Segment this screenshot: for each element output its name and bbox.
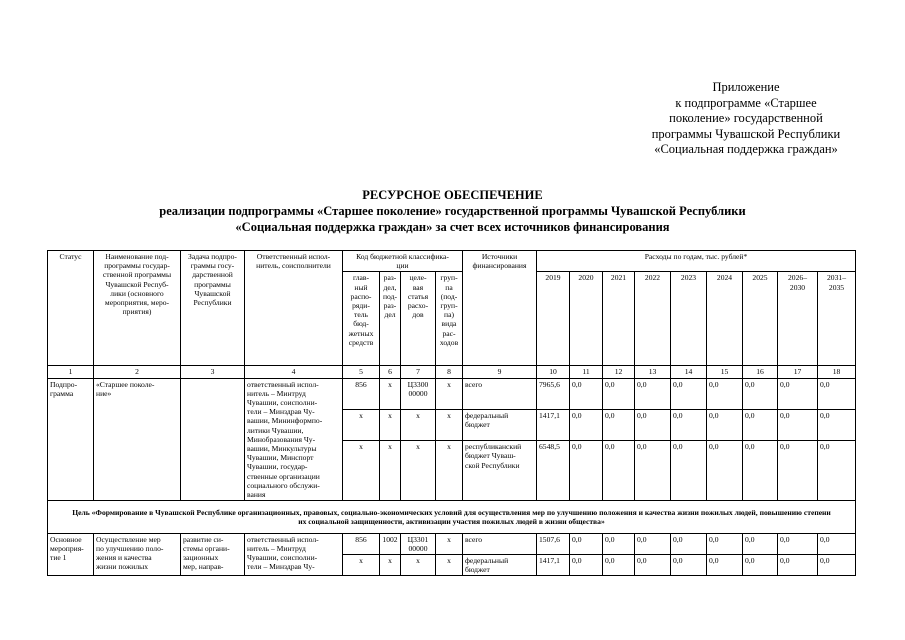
header-year: 2019 [537,272,570,366]
appendix-line: «Социальная поддержка граждан» [654,142,838,156]
cell-value: 0,0 [707,441,743,501]
header-year: 2021 [603,272,635,366]
cell-value: 0,0 [778,441,818,501]
cell-value: 0,0 [743,441,778,501]
header-status: Статус [48,251,94,366]
cell-value: 6548,5 [537,441,570,501]
goal-text: Цель «Формирование в Чувашской Республике организационных, правовых, социально-экономических условий для осуществления мер по улучшению положения и качества жизни пожилых людей, повышению степени их социальной защищенности, активизации участия пожилых людей в жизни общества» [48,501,856,533]
cell-value: 0,0 [635,378,671,409]
header-code-main-manager: глав- ный распо- ряди- тель бюд- жетных средств [343,272,380,366]
cell-value: 0,0 [707,378,743,409]
header-year: 2023 [671,272,707,366]
cell-code-section: x [380,409,401,440]
cell-source: всего [463,533,537,554]
column-number: 15 [707,366,743,378]
cell-code-main-manager: x [343,441,380,501]
cell-code-main-manager: 856 [343,533,380,554]
column-number: 1 [48,366,94,378]
cell-value: 0,0 [635,441,671,501]
column-number: 16 [743,366,778,378]
cell-value: 0,0 [818,409,856,440]
title-line-2: реализации подпрограммы «Старшее поколение» государственной программы Чувашской Республики [159,204,746,218]
cell-source: федеральный бюджет [463,409,537,440]
cell-value: 0,0 [818,378,856,409]
cell-code-section: 1002 [380,533,401,554]
cell-value: 0,0 [818,555,856,576]
cell-source: республиканский бюджет Чуваш- ской Республики [463,441,537,501]
cell-code-section: x [380,555,401,576]
cell-value: 0,0 [671,441,707,501]
row-name: Осуществление мер по улучшению поло- жения и качества жизни пожилых [94,533,181,576]
appendix-line: поколение» государственной [669,111,823,125]
appendix-note [600,80,892,158]
cell-value: 0,0 [603,555,635,576]
column-number: 8 [436,366,463,378]
cell-code-section: x [380,441,401,501]
cell-code-main-manager: 856 [343,378,380,409]
cell-value: 7965,6 [537,378,570,409]
cell-value: 0,0 [603,441,635,501]
column-number: 5 [343,366,380,378]
cell-code-target-item: x [401,555,436,576]
table-row [48,378,856,409]
cell-value: 0,0 [707,533,743,554]
title-line-1: РЕСУРСНОЕ ОБЕСПЕЧЕНИЕ [362,188,543,202]
appendix-line: Приложение [712,80,780,94]
column-number: 12 [603,366,635,378]
column-number: 14 [671,366,707,378]
column-number: 9 [463,366,537,378]
cell-value: 0,0 [778,409,818,440]
header-code-expense-group: груп- па (под- груп- па) вида рас- ходов [436,272,463,366]
column-number: 18 [818,366,856,378]
row-task [181,378,245,501]
cell-code-main-manager: x [343,409,380,440]
cell-value: 0,0 [671,555,707,576]
column-number: 13 [635,366,671,378]
cell-value: 0,0 [603,533,635,554]
row-task: развитие си- стемы органи- зационных мер, направ- [181,533,245,576]
cell-value: 0,0 [778,378,818,409]
row-responsible: ответственный испол- нитель – Минтруд Чувашии, соисполни- тели – Минздрав Чу- вашии, Мининформпо- литики Чувашии, Минобразования Чу- вашии, Минкультуры Чувашии, Минспорт Чувашии, государ- ственные организации социального обслужи- вания [245,378,343,501]
cell-source: всего [463,378,537,409]
cell-value: 0,0 [570,409,603,440]
cell-value: 0,0 [707,409,743,440]
column-number: 4 [245,366,343,378]
cell-code-expense-group: x [436,378,463,409]
row-name: «Старшее поколе- ние» [94,378,181,501]
cell-value: 0,0 [570,555,603,576]
cell-code-main-manager: x [343,555,380,576]
row-responsible: ответственный испол- нитель – Минтруд Чувашии, соисполни- тели – Минздрав Чу- [245,533,343,576]
cell-value: 0,0 [743,378,778,409]
cell-value: 0,0 [635,533,671,554]
cell-value: 0,0 [743,555,778,576]
cell-value: 1417,1 [537,555,570,576]
header-year: 2025 [743,272,778,366]
cell-code-expense-group: x [436,533,463,554]
cell-code-expense-group: x [436,555,463,576]
header-year: 2022 [635,272,671,366]
cell-code-expense-group: x [436,441,463,501]
header-budget-code: Код бюджетной классифика- ции [343,251,463,272]
header-code-section: раз- дел, под- раз- дел [380,272,401,366]
cell-value: 0,0 [635,555,671,576]
row-status: Подпро- грамма [48,378,94,501]
cell-value: 0,0 [570,441,603,501]
header-sources: Источники финансирования [463,251,537,366]
header-year: 2026– 2030 [778,272,818,366]
cell-code-target-item: Ц3301 00000 [401,533,436,554]
cell-code-target-item: x [401,409,436,440]
cell-value: 0,0 [570,533,603,554]
cell-value: 0,0 [707,555,743,576]
cell-value: 0,0 [778,555,818,576]
header-task: Задача подпро- граммы госу- дарственной программы Чувашской Республики [181,251,245,366]
column-numbers-row [48,366,856,378]
cell-value: 0,0 [603,378,635,409]
cell-value: 0,0 [818,441,856,501]
cell-code-expense-group: x [436,409,463,440]
header-year: 2020 [570,272,603,366]
column-number: 17 [778,366,818,378]
appendix-line: к подпрограмме «Старшее [675,95,817,110]
header-expenses: Расходы по годам, тыс. рублей* [537,251,856,272]
cell-value: 0,0 [671,378,707,409]
column-number: 11 [570,366,603,378]
title-line-3: «Социальная поддержка граждан» за счет всех источников финансирования [235,220,670,234]
cell-source: федеральный бюджет [463,555,537,576]
column-number: 10 [537,366,570,378]
document-title [40,187,865,235]
goal-row [48,501,856,533]
resource-table [47,250,856,576]
cell-value: 0,0 [603,409,635,440]
cell-value: 0,0 [671,409,707,440]
cell-code-target-item: x [401,441,436,501]
cell-code-section: x [380,378,401,409]
cell-value: 0,0 [743,409,778,440]
table-row [48,533,856,554]
cell-value: 0,0 [570,378,603,409]
column-number: 3 [181,366,245,378]
header-code-target-item: целе- вая статья расхо- дов [401,272,436,366]
header-responsible: Ответственный испол- нитель, соисполнители [245,251,343,366]
column-number: 2 [94,366,181,378]
cell-value: 0,0 [635,409,671,440]
column-number: 7 [401,366,436,378]
cell-value: 0,0 [778,533,818,554]
appendix-line: программы Чувашской Республики [651,126,841,141]
header-year: 2024 [707,272,743,366]
cell-code-target-item: Ц3300 00000 [401,378,436,409]
header-row [48,251,856,272]
cell-value: 0,0 [818,533,856,554]
cell-value: 1507,6 [537,533,570,554]
header-year: 2031– 2035 [818,272,856,366]
cell-value: 0,0 [743,533,778,554]
cell-value: 0,0 [671,533,707,554]
column-number: 6 [380,366,401,378]
header-name: Наименование под- программы государ- ственной программы Чувашской Респуб- лики (основного мероприятия, меро- приятия) [94,251,181,366]
cell-value: 1417,1 [537,409,570,440]
row-status: Основное мероприя- тие 1 [48,533,94,576]
